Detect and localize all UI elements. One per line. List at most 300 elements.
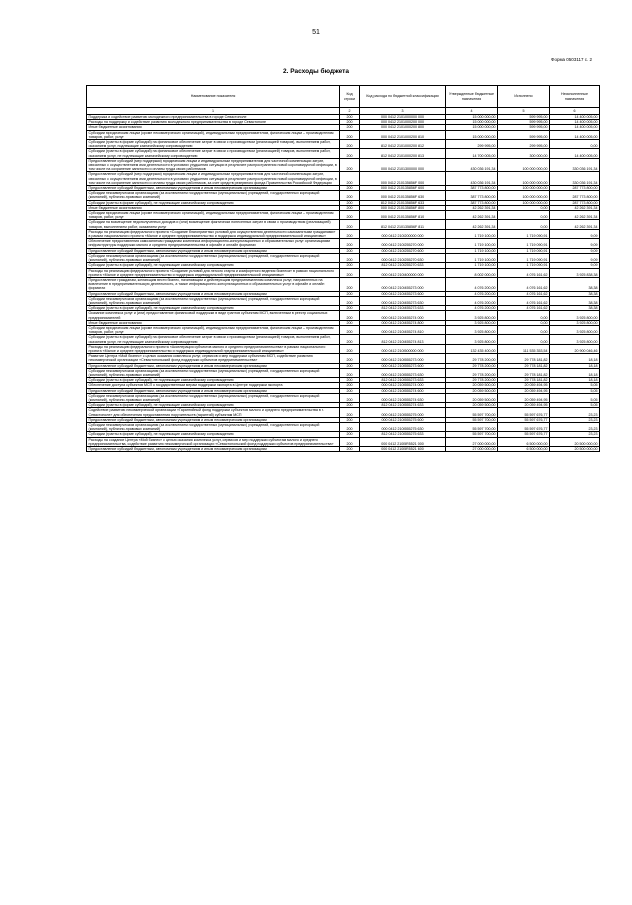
row-name: Субсидии некоммерческим организациям (за исключением государственных (муниципальных) учреждений, государственных корпораций (компаний), публично-правовых компаний) xyxy=(87,423,340,432)
row-kbk: 000 0412 2101000200 810 xyxy=(360,130,446,139)
row-name: Обеспечение доступа субъектов МСП к государственным мерам поддержки экспорта в Центре поддержки экспорта xyxy=(87,383,340,388)
row-executed: 1 719 090,91 xyxy=(498,253,550,262)
row-remaining: 20 500 000,00 xyxy=(550,447,600,452)
row-executed: 29 778 181,82 xyxy=(498,354,550,363)
row-name: Субсидии некоммерческим организациям (за исключением государственных (муниципальных) учреждений, государственных корпораций (компаний), публично-правовых компаний) xyxy=(87,191,340,200)
row-code: 200 xyxy=(340,383,360,388)
row-approved: 1 719 100,00 xyxy=(446,263,498,268)
row-kbk: 000 0412 210I255270 630 xyxy=(360,253,446,262)
row-approved: 430 036 191,34 xyxy=(446,172,498,186)
row-name: Иные бюджетные ассигнования xyxy=(87,125,340,130)
row-code: 200 xyxy=(340,447,360,452)
row-name: Предоставление субсидий бюджетным, автономным учреждениям и иным некоммерческим организациям xyxy=(87,186,340,191)
row-executed: 100 000 000,00 xyxy=(498,186,550,191)
row-approved: 8 002 000,00 xyxy=(446,268,498,277)
table-row xyxy=(87,408,600,417)
row-remaining: 14 400 005,00 xyxy=(550,130,600,139)
row-remaining: 18,18 xyxy=(550,354,600,363)
row-remaining: 3 925 800,00 xyxy=(550,320,600,325)
row-remaining: 3 925 800,00 xyxy=(550,311,600,320)
column-header: Исполнено xyxy=(498,86,550,108)
row-kbk: 000 0412 210I455274 810 xyxy=(360,325,446,334)
row-kbk: 000 0412 210I555273 630 xyxy=(360,368,446,377)
row-approved: 20 059 500,00 xyxy=(446,388,498,393)
column-header: Код расхода по бюджетной классификации xyxy=(360,86,446,108)
row-kbk: 000 0412 210135856F 600 xyxy=(360,186,446,191)
row-remaining: 9,09 xyxy=(550,229,600,238)
row-remaining: 38,38 xyxy=(550,306,600,311)
row-approved: 20 059 500,00 xyxy=(446,383,498,388)
row-executed: 100 000 000,00 xyxy=(498,172,550,186)
row-kbk: 000 0412 210I500000 000 xyxy=(360,344,446,353)
row-name: Предоставление субсидий бюджетным, автономным учреждениям и иным некоммерческим организациям xyxy=(87,447,340,452)
row-kbk: 000 0412 210I455274 800 xyxy=(360,320,446,325)
row-kbk: 000 0412 210135856F 000 xyxy=(360,172,446,186)
row-code: 200 xyxy=(340,268,360,277)
row-remaining: 3 925 800,00 xyxy=(550,335,600,344)
table-row xyxy=(87,344,600,353)
row-code: 200 xyxy=(340,172,360,186)
row-remaining: 3 925 838,38 xyxy=(550,268,600,277)
row-remaining: 18,18 xyxy=(550,378,600,383)
row-kbk: 812 0412 210135856F 633 xyxy=(360,200,446,205)
row-name: Содействие развитию некоммерческой организации «Гарантийный фонд поддержки субъектов малого и среднего предпринимательства в г. Севастополе» для обеспечения предоставления поручительств (гарантий) субъектам МСП xyxy=(87,408,340,417)
row-remaining: 5,05 xyxy=(550,383,600,388)
row-remaining: 287 773 800,00 xyxy=(550,200,600,205)
row-kbk: 000 0412 210135856F 800 xyxy=(360,205,446,210)
table-row xyxy=(87,239,600,248)
row-name: Субсидии (гранты в форме субсидий) на финансовое обеспечение затрат в связи с производством (реализацией) товаров, выполнением работ, оказанием услуг, не подлежащие казначейскому сопровождению xyxy=(87,335,340,344)
row-executed: 6 500 000,00 xyxy=(498,447,550,452)
row-executed: 1 719 090,91 xyxy=(498,239,550,248)
row-approved: 27 000 000,00 xyxy=(446,437,498,446)
row-executed: 599 995,00 xyxy=(498,125,550,130)
row-executed: 4 076 161,62 xyxy=(498,277,550,291)
row-kbk: 000 0412 210I555275 600 xyxy=(360,417,446,422)
column-header: Неисполненные назначения xyxy=(550,86,600,108)
row-approved: 55 597 700,00 xyxy=(446,432,498,437)
row-remaining: 20 900 046,46 xyxy=(550,344,600,353)
row-code: 200 xyxy=(340,120,360,125)
row-name: Поддержка и содействие развитию молодежного предпринимательства в городе Севастополе xyxy=(87,115,340,120)
row-remaining: 3 925 800,00 xyxy=(550,325,600,334)
column-number: 1 xyxy=(87,108,340,115)
row-name: Субсидии (гранты в форме субсидий), не подлежащие казначейскому сопровождению xyxy=(87,306,340,311)
table-row xyxy=(87,335,600,344)
row-code: 200 xyxy=(340,344,360,353)
row-code: 200 xyxy=(340,325,360,334)
row-code: 200 xyxy=(340,125,360,130)
row-remaining: 5,05 xyxy=(550,393,600,402)
row-remaining: 38,38 xyxy=(550,296,600,305)
row-kbk: 000 0412 2101000200 800 xyxy=(360,125,446,130)
table-body xyxy=(87,115,600,452)
row-name: Субсидии (гранты в форме субсидий), не подлежащие казначейскому сопровождению xyxy=(87,263,340,268)
row-kbk: 812 0412 210I555273 633 xyxy=(360,378,446,383)
row-name: Субсидии (гранты в форме субсидий), не подлежащие казначейскому сопровождению xyxy=(87,378,340,383)
row-name: Субсидии на возмещение недополученных доходов и (или) возмещение фактически понесенных затрат в связи с производством (реализацией) товаров, выполнением работ, оказанием услуг xyxy=(87,220,340,229)
row-kbk: 000 0412 210I555275 630 xyxy=(360,423,446,432)
row-kbk: 000 0412 210I255270 600 xyxy=(360,248,446,253)
row-approved: 15 000 000,00 xyxy=(446,120,498,125)
row-kbk: 000 0412 210I255270 000 xyxy=(360,239,446,248)
row-name: Расходы на реализацию федерального проекта «Создание условий для легкого старта и комфортного ведения бизнеса» в рамках национального проекта «Малое и среднее предпринимательство и поддержка индивидуальной предпринимательской инициативы» xyxy=(87,268,340,277)
row-approved: 4 076 200,00 xyxy=(446,277,498,291)
row-remaining: 14 400 005,00 xyxy=(550,125,600,130)
row-name: Предоставление субсидий бюджетным, автономным учреждениям и иным некоммерческим организациям xyxy=(87,388,340,393)
row-name: Оказание комплекса услуг и (или) предоставление финансовой поддержки в виде грантов субъектам МСП, включенным в реестр социальных предпринимателей xyxy=(87,311,340,320)
table-row xyxy=(87,354,600,363)
row-code: 200 xyxy=(340,205,360,210)
row-kbk: 000 0412 210I5R5521 600 xyxy=(360,447,446,452)
row-remaining: 18,18 xyxy=(550,368,600,377)
row-executed: 0,00 xyxy=(498,325,550,334)
row-code: 200 xyxy=(340,393,360,402)
row-kbk: 000 0412 210135856F 810 xyxy=(360,211,446,220)
column-number: 5 xyxy=(498,108,550,115)
row-approved: 15 000 000,00 xyxy=(446,115,498,120)
row-code: 200 xyxy=(340,417,360,422)
row-name: Предоставление субсидий бюджетным, автономным учреждениям и иным некоммерческим организациям xyxy=(87,248,340,253)
row-executed: 0,00 xyxy=(498,211,550,220)
section-title: 2. Расходы бюджета xyxy=(283,68,349,75)
table-row xyxy=(87,447,600,452)
column-header: Код строки xyxy=(340,86,360,108)
row-approved: 387 773 800,00 xyxy=(446,200,498,205)
row-kbk: 000 0412 210I455273 630 xyxy=(360,296,446,305)
row-executed: 20 059 494,95 xyxy=(498,403,550,408)
row-name: Субсидии некоммерческим организациям (за исключением государственных (муниципальных) учреждений, государственных корпораций (компаний), публично-правовых компаний) xyxy=(87,393,340,402)
row-code: 200 xyxy=(340,408,360,417)
row-code: 200 xyxy=(340,229,360,238)
row-remaining: 23,23 xyxy=(550,408,600,417)
column-number: 4 xyxy=(446,108,498,115)
row-name: Субсидии (гранты в форме субсидий) на финансовое обеспечение затрат в связи с производством (реализацией) товаров, выполнением работ, оказанием услуг, не подлежащие казначейскому сопровождению xyxy=(87,149,340,158)
row-kbk: 000 0412 210I555274 630 xyxy=(360,393,446,402)
row-remaining: 23,23 xyxy=(550,432,600,437)
row-executed: 29 778 181,82 xyxy=(498,368,550,377)
row-code: 200 xyxy=(340,200,360,205)
row-code: 200 xyxy=(340,149,360,158)
row-code: 200 xyxy=(340,220,360,229)
row-remaining: 14 400 005,00 xyxy=(550,115,600,120)
row-remaining: 9,09 xyxy=(550,263,600,268)
row-remaining: 287 773 800,00 xyxy=(550,191,600,200)
row-kbk: 000 0412 2101000000 000 xyxy=(360,115,446,120)
row-executed: 20 059 494,95 xyxy=(498,388,550,393)
row-code: 200 xyxy=(340,388,360,393)
row-executed: 29 778 181,82 xyxy=(498,363,550,368)
row-executed: 599 995,00 xyxy=(498,120,550,125)
row-remaining: 330 036 191,34 xyxy=(550,158,600,172)
table-row xyxy=(87,149,600,158)
row-name: Субсидии некоммерческим организациям (за исключением государственных (муниципальных) учреждений, государственных корпораций (компаний), публично-правовых компаний) xyxy=(87,368,340,377)
row-approved: 42 262 391,34 xyxy=(446,205,498,210)
row-kbk: 000 0412 210I555274 000 xyxy=(360,383,446,388)
row-code: 200 xyxy=(340,130,360,139)
row-executed: 1 719 090,91 xyxy=(498,229,550,238)
row-remaining: 42 262 391,34 xyxy=(550,220,600,229)
row-executed: 4 076 161,62 xyxy=(498,268,550,277)
row-name: Обеспечение предоставления самозанятым гражданам комплекса информационно-консультационных и образовательных услуг организациями инфраструктуры поддержки малого и среднего предпринимательства в офлайн и онлайн форматах xyxy=(87,239,340,248)
row-executed: 4 076 161,62 xyxy=(498,306,550,311)
table-row xyxy=(87,158,600,172)
row-approved: 1 719 100,00 xyxy=(446,248,498,253)
row-name: Субсидии юридическим лицам (кроме некоммерческих организаций), индивидуальным предпринимателям, физическим лицам – производителям товаров, работ, услуг xyxy=(87,130,340,139)
form-code: Форма 0503117 с. 2 xyxy=(551,57,592,62)
row-remaining: 23,23 xyxy=(550,417,600,422)
row-approved: 3 925 800,00 xyxy=(446,311,498,320)
column-header: Утвержденные бюджетные назначения xyxy=(446,86,498,108)
row-code: 200 xyxy=(340,378,360,383)
row-approved: 4 076 200,00 xyxy=(446,296,498,305)
table-row xyxy=(87,253,600,262)
row-executed: 100 000 000,00 xyxy=(498,191,550,200)
row-remaining: 23,23 xyxy=(550,423,600,432)
row-remaining: 42 262 391,34 xyxy=(550,205,600,210)
row-kbk: 000 0412 210I455273 600 xyxy=(360,291,446,296)
row-executed: 55 597 676,77 xyxy=(498,423,550,432)
row-code: 200 xyxy=(340,253,360,262)
row-remaining: 42 262 391,34 xyxy=(550,211,600,220)
table-row xyxy=(87,172,600,186)
table-row xyxy=(87,229,600,238)
row-code: 200 xyxy=(340,296,360,305)
row-executed: 0,00 xyxy=(498,205,550,210)
row-kbk: 812 0412 210I455273 633 xyxy=(360,306,446,311)
row-name: Расходы на создание Центра «Мой бизнес» с целью оказания комплекса услуг, сервисов и мер поддержки субъектам малого и среднего предпринимательства, содействие развитию некоммерческой организации «Севастопольский фонд поддержки субъектов предпринимательства» xyxy=(87,437,340,446)
row-executed: 0,00 xyxy=(498,311,550,320)
row-remaining: 18,18 xyxy=(550,363,600,368)
row-executed: 599 995,00 xyxy=(498,115,550,120)
table-row xyxy=(87,437,600,446)
row-approved: 132 435 400,00 xyxy=(446,344,498,353)
table-row xyxy=(87,296,600,305)
row-code: 200 xyxy=(340,191,360,200)
row-code: 200 xyxy=(340,363,360,368)
row-approved: 29 778 200,00 xyxy=(446,354,498,363)
row-name: Субсидии юридическим лицам (кроме некоммерческих организаций), индивидуальным предпринимателям, физическим лицам – производителям товаров, работ, услуг xyxy=(87,325,340,334)
row-executed: 599 995,00 xyxy=(498,130,550,139)
row-executed: 55 597 676,77 xyxy=(498,408,550,417)
row-name: Предоставление субсидий (мер поддержки) юридическим лицам и индивидуальным предпринимателям для частичной компенсации затрат, связанных с осуществлением ими деятельности в условиях ухудшения ситуации в результате распространения новой коронавирусной инфекции, в том числе на сохранение занятости и оплаты труда своих работников, за счет средств резервного фонда Правительства Российской Федерации xyxy=(87,172,340,186)
row-kbk: 000 0412 210I455273 000 xyxy=(360,277,446,291)
row-executed: 100 000 000,00 xyxy=(498,158,550,172)
row-approved: 55 597 700,00 xyxy=(446,417,498,422)
table-row xyxy=(87,130,600,139)
row-kbk: 000 0412 210I400000 000 xyxy=(360,268,446,277)
table-row xyxy=(87,268,600,277)
column-number: 3 xyxy=(360,108,446,115)
column-number: 2 xyxy=(340,108,360,115)
row-code: 200 xyxy=(340,311,360,320)
row-approved: 29 778 200,00 xyxy=(446,378,498,383)
row-approved: 3 925 800,00 xyxy=(446,325,498,334)
row-kbk: 000 0412 210I555274 600 xyxy=(360,388,446,393)
table-row xyxy=(87,220,600,229)
row-approved: 4 076 200,00 xyxy=(446,306,498,311)
row-executed: 300 000,00 xyxy=(498,149,550,158)
row-executed: 20 059 494,95 xyxy=(498,383,550,388)
row-kbk: 812 0412 210I555274 633 xyxy=(360,403,446,408)
row-approved: 15 000 000,00 xyxy=(446,130,498,139)
table-row xyxy=(87,393,600,402)
row-remaining: 0,00 xyxy=(550,140,600,149)
row-name: Предоставление субсидий (мер поддержки) юридическим лицам и индивидуальным предпринимателям для частичной компенсации затрат, связанных с осуществлением ими деятельности в условиях ухудшения ситуации в результате распространения новой коронавирусной инфекции, в том числе на сохранение занятости и оплаты труда своих работников xyxy=(87,158,340,172)
row-approved: 3 925 800,00 xyxy=(446,335,498,344)
expenses-table xyxy=(86,85,600,452)
row-approved: 299 995,00 xyxy=(446,140,498,149)
row-kbk: 000 0412 210I555273 000 xyxy=(360,354,446,363)
row-executed: 100 000 000,00 xyxy=(498,200,550,205)
row-kbk: 000 0412 210135856F 630 xyxy=(360,191,446,200)
row-executed: 20 059 494,95 xyxy=(498,393,550,402)
row-code: 200 xyxy=(340,335,360,344)
page-number: 51 xyxy=(312,29,320,36)
row-code: 200 xyxy=(340,432,360,437)
row-kbk: 812 0412 2101000200 812 xyxy=(360,140,446,149)
row-kbk: 000 0412 2101300000 000 xyxy=(360,158,446,172)
row-executed: 4 076 161,62 xyxy=(498,296,550,305)
row-code: 200 xyxy=(340,115,360,120)
row-name: Предоставление субсидий бюджетным, автономным учреждениям и иным некоммерческим организациям xyxy=(87,363,340,368)
row-remaining: 20 500 000,00 xyxy=(550,437,600,446)
row-remaining: 5,05 xyxy=(550,388,600,393)
row-code: 200 xyxy=(340,291,360,296)
row-approved: 42 262 391,34 xyxy=(446,220,498,229)
row-approved: 55 597 700,00 xyxy=(446,408,498,417)
row-executed: 55 597 676,77 xyxy=(498,432,550,437)
row-kbk: 000 0412 210I555275 000 xyxy=(360,408,446,417)
row-approved: 387 773 800,00 xyxy=(446,191,498,200)
row-approved: 15 000 000,00 xyxy=(446,125,498,130)
row-code: 200 xyxy=(340,248,360,253)
row-remaining: 287 773 800,00 xyxy=(550,186,600,191)
row-name: Субсидии (гранты в форме субсидий) на финансовое обеспечение затрат в связи с производством (реализацией товаров), выполнением работ, оказанием услуг, подлежащие казначейскому сопровождению xyxy=(87,140,340,149)
row-kbk: 812 0412 210135856F 811 xyxy=(360,220,446,229)
row-kbk: 812 0412 210I455274 813 xyxy=(360,335,446,344)
row-approved: 27 000 000,00 xyxy=(446,447,498,452)
row-executed: 0,00 xyxy=(498,335,550,344)
row-executed: 29 778 181,82 xyxy=(498,378,550,383)
row-approved: 1 719 100,00 xyxy=(446,253,498,262)
row-approved: 20 059 500,00 xyxy=(446,403,498,408)
row-remaining: 9,09 xyxy=(550,239,600,248)
row-approved: 20 059 500,00 xyxy=(446,393,498,402)
row-code: 200 xyxy=(340,263,360,268)
row-name: Субсидии (гранты в форме субсидий), не подлежащие казначейскому сопровождению xyxy=(87,432,340,437)
row-name: Субсидии некоммерческим организациям (за исключением государственных (муниципальных) учреждений, государственных корпораций (компаний), публично-правовых компаний) xyxy=(87,253,340,262)
row-name: Развитие Центра «Мой бизнес» с целью оказания комплекса услуг, сервисов и мер поддержки субъектам МСП, содействие развитию некоммерческой организации «Севастопольский фонд поддержки субъектов предпринимательства» xyxy=(87,354,340,363)
table-row xyxy=(87,311,600,320)
column-number: 6 xyxy=(550,108,600,115)
row-remaining: 9,09 xyxy=(550,248,600,253)
row-approved: 55 597 700,00 xyxy=(446,423,498,432)
row-executed: 4 076 161,62 xyxy=(498,291,550,296)
column-number-row xyxy=(87,108,600,115)
row-code: 200 xyxy=(340,423,360,432)
row-code: 200 xyxy=(340,158,360,172)
row-remaining: 14 400 005,00 xyxy=(550,149,600,158)
row-remaining: 5,05 xyxy=(550,403,600,408)
row-name: Иные бюджетные ассигнования xyxy=(87,320,340,325)
row-executed: 6 500 000,00 xyxy=(498,437,550,446)
row-approved: 1 719 100,00 xyxy=(446,229,498,238)
row-executed: 111 535 353,54 xyxy=(498,344,550,353)
row-approved: 42 262 391,34 xyxy=(446,211,498,220)
row-name: Предоставление субсидий бюджетным, автономным учреждениям и иным некоммерческим организациям xyxy=(87,417,340,422)
row-kbk: 812 0412 2101000200 813 xyxy=(360,149,446,158)
row-remaining: 9,09 xyxy=(550,253,600,262)
table-row xyxy=(87,191,600,200)
row-approved: 430 036 191,34 xyxy=(446,158,498,172)
row-code: 200 xyxy=(340,437,360,446)
row-name: Расходы на реализацию федерального проекта «Создание благоприятных условий для осуществления деятельности самозанятыми гражданами» в рамках национального проекта «Малое и среднее предпринимательство и поддержка индивидуальной предпринимательской инициативы» xyxy=(87,229,340,238)
row-name: Субсидии (гранты в форме субсидий), не подлежащие казначейскому сопровождению xyxy=(87,403,340,408)
row-kbk: 000 0412 210I555273 600 xyxy=(360,363,446,368)
row-code: 200 xyxy=(340,277,360,291)
row-name: Субсидии некоммерческим организациям (за исключением государственных (муниципальных) учреждений, государственных корпораций (компаний), публично-правовых компаний) xyxy=(87,296,340,305)
table-row xyxy=(87,368,600,377)
row-approved: 3 925 800,00 xyxy=(446,320,498,325)
row-remaining: 38,38 xyxy=(550,291,600,296)
row-executed: 299 995,00 xyxy=(498,140,550,149)
table-row xyxy=(87,277,600,291)
row-code: 200 xyxy=(340,320,360,325)
row-name: Субсидии юридическим лицам (кроме некоммерческих организаций), индивидуальным предпринимателям, физическим лицам – производителям товаров, работ, услуг xyxy=(87,211,340,220)
row-executed: 1 719 090,91 xyxy=(498,263,550,268)
row-kbk: 000 0412 210I455274 000 xyxy=(360,311,446,320)
row-name: Предоставление субсидий бюджетным, автономным учреждениям и иным некоммерческим организациям xyxy=(87,291,340,296)
row-approved: 4 076 200,00 xyxy=(446,291,498,296)
row-kbk: 000 0412 2101000200 000 xyxy=(360,120,446,125)
row-kbk: 000 0412 210I200000 000 xyxy=(360,229,446,238)
table-header-row xyxy=(87,86,600,108)
row-executed: 0,00 xyxy=(498,320,550,325)
table-row xyxy=(87,211,600,220)
row-approved: 29 778 200,00 xyxy=(446,363,498,368)
row-name: Расходы на поддержку и содействие развитию молодежного предпринимательства в городе Севастополе xyxy=(87,120,340,125)
row-approved: 29 778 200,00 xyxy=(446,368,498,377)
row-name: Субсидии (гранты в форме субсидий), не подлежащие казначейскому сопровождению xyxy=(87,200,340,205)
row-approved: 1 719 100,00 xyxy=(446,239,498,248)
row-executed: 0,00 xyxy=(498,220,550,229)
row-kbk: 000 0412 210I5R5521 000 xyxy=(360,437,446,446)
row-code: 200 xyxy=(340,368,360,377)
table-row xyxy=(87,423,600,432)
row-kbk: 812 0412 210I555275 633 xyxy=(360,432,446,437)
row-kbk: 812 0412 210I255270 633 xyxy=(360,263,446,268)
row-approved: 14 700 005,00 xyxy=(446,149,498,158)
row-executed: 1 719 090,91 xyxy=(498,248,550,253)
row-code: 200 xyxy=(340,306,360,311)
row-code: 200 xyxy=(340,211,360,220)
row-code: 200 xyxy=(340,239,360,248)
row-name: Предоставление гражданам, желающим вести бизнес, начинающим и действующим предпринимателям комплекса услуг, направленных на вовлечение в предпринимательскую деятельность, а также информационно-консультационных и образовательных услуг в офлайн и онлайн форматах xyxy=(87,277,340,291)
row-remaining: 14 400 005,00 xyxy=(550,120,600,125)
row-code: 200 xyxy=(340,140,360,149)
row-code: 200 xyxy=(340,403,360,408)
row-executed: 55 597 676,77 xyxy=(498,417,550,422)
row-name: Иные бюджетные ассигнования xyxy=(87,205,340,210)
row-remaining: 38,38 xyxy=(550,277,600,291)
row-remaining: 330 036 191,34 xyxy=(550,172,600,186)
row-approved: 387 773 800,00 xyxy=(446,186,498,191)
row-name: Расходы на реализацию федерального проекта «Акселерация субъектов малого и среднего предпринимательства» в рамках национального проекта «Малое и среднее предпринимательство и поддержка индивидуальной предпринимательской инициативы» xyxy=(87,344,340,353)
table-row xyxy=(87,140,600,149)
row-code: 200 xyxy=(340,354,360,363)
column-header: Наименование показателя xyxy=(87,86,340,108)
